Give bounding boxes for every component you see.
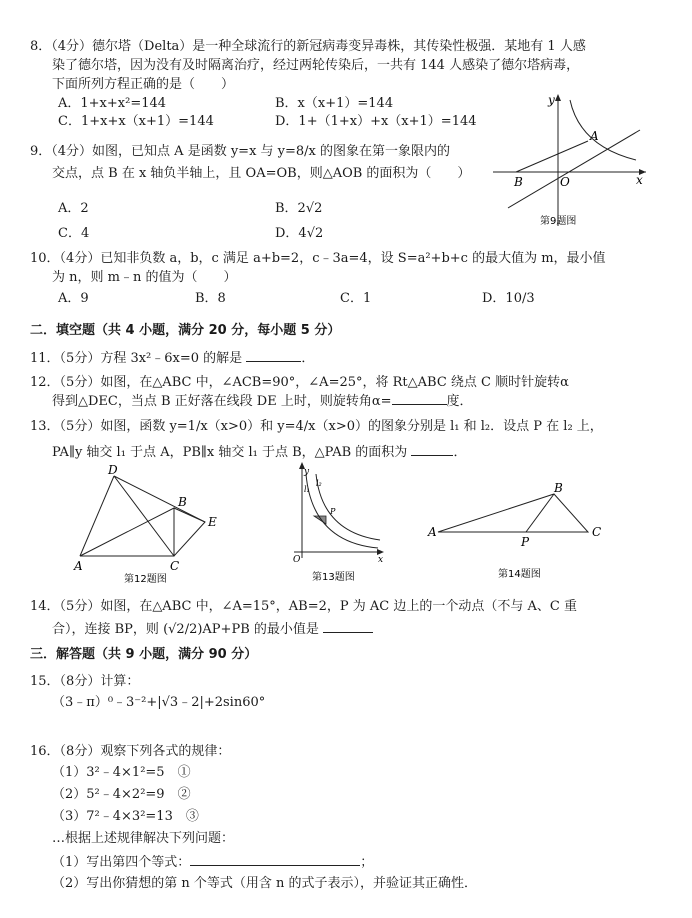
q10-option-b: B．8 — [195, 291, 226, 306]
fig9-label-b: B — [514, 175, 523, 189]
q14-answer-blank[interactable] — [323, 620, 373, 633]
q16-part-1-text: （1）写出第四个等式： — [52, 855, 191, 870]
q8-line2: 染了德尔塔，因为没有及时隔离治疗，经过两轮传染后，一共有 144 人感染了德尔塔病毒， — [52, 58, 580, 73]
fig13-label-x: x — [378, 555, 384, 565]
fig12-label-d: D — [108, 463, 118, 477]
fig13-label-p: P — [330, 507, 336, 516]
q12-suffix: 度． — [446, 394, 473, 409]
figure-9 — [488, 88, 658, 233]
fig12-label-b: B — [178, 495, 187, 509]
q9-option-b: B．2√2 — [275, 201, 323, 216]
fig13-curve-l2 — [316, 474, 380, 540]
q13-answer-blank[interactable] — [411, 443, 453, 456]
q8-option-c: C．1+x+x（x+1）=144 — [58, 114, 214, 129]
fig14-label-b: B — [554, 481, 563, 495]
fig12-label-e: E — [208, 515, 217, 529]
q16-equation-3: （3）7²﹣4×3²=13 ③ — [52, 809, 199, 824]
q8-line1: 8．（4分）德尔塔（Delta）是一种全球流行的新冠病毒变异毒株，其传染性极强．某地有 1 人感 — [30, 39, 586, 54]
fig14-label-a: A — [428, 525, 437, 539]
section-3-heading: 三．解答题（共 9 小题，满分 90 分） — [30, 647, 258, 662]
q12-line1: 12．（5分）如图，在△ABC 中，∠ACB=90°，∠A=25°，将 Rt△ABC 绕点 C 顺时针旋转α — [30, 375, 569, 390]
q13-line2: PA∥y 轴交 l₁ 于点 A，PB∥x 轴交 l₁ 于点 B，△PAB 的面积为 ． — [52, 445, 467, 460]
figure-13 — [290, 462, 390, 587]
q14-line1: 14．（5分）如图，在△ABC 中，∠A=15°，AB=2，P 为 AC 边上的一个动点（不与 A、C 重 — [30, 599, 577, 614]
fig14-segment-bp — [526, 494, 554, 532]
q12-answer-blank[interactable] — [392, 392, 447, 405]
fig13-label-l1: l₁ — [304, 485, 310, 494]
fig13-label-y: y — [304, 467, 310, 477]
fig9-hyperbola — [570, 100, 636, 160]
fig12-label-c: C — [170, 559, 180, 573]
q13-line2-text: PA∥y 轴交 l₁ 于点 A，PB∥x 轴交 l₁ 于点 B，△PAB 的面积为 — [52, 445, 408, 460]
fig14-triangle-abc — [438, 494, 588, 532]
q11-answer-blank[interactable] — [246, 349, 301, 362]
q9-option-d: D．4√2 — [275, 226, 324, 241]
q8-option-b: B．x（x+1）=144 — [275, 96, 394, 111]
q16-part-1-blank[interactable] — [190, 853, 360, 866]
fig12-caption: 第12题图 — [124, 574, 167, 585]
q14-line2 — [52, 620, 373, 639]
q12-line2-text: 得到△DEC，当点 B 正好落在线段 DE 上时，则旋转角α= — [52, 394, 392, 409]
fig14-label-p: P — [521, 535, 530, 549]
q8-line3: 下面所列方程正确的是（ ） — [52, 77, 235, 92]
q16-equation-1: （1）3²﹣4×1²=5 ① — [52, 765, 191, 780]
q14-line2-text: 合），连接 BP，则 (√2/2)AP+PB 的最小值是 — [52, 622, 319, 637]
q16-equation-2: （2）5²﹣4×2²=9 ② — [52, 787, 191, 802]
q8-option-d: D．1+（1+x）+x（x+1）=144 — [275, 114, 477, 129]
fig14-caption: 第14题图 — [498, 569, 541, 580]
q10-line1: 10．（4分）已知非负数 a，b，c 满足 a+b=2，c﹣3a=4，设 S=a²+b+c 的最大值为 m，最小值 — [30, 251, 606, 266]
q9-option-a: A．2 — [58, 201, 89, 216]
fig13-label-o: O — [293, 555, 301, 565]
fig9-y-arrow — [555, 94, 561, 101]
fig13-label-l2: l₂ — [316, 479, 322, 488]
figure-14 — [420, 480, 620, 585]
fig9-caption: 第9题图 — [540, 216, 577, 227]
q9-line1: 9．（4分）如图，已知点 A 是函数 y=x 与 y=8/x 的图象在第一象限内的 — [30, 144, 451, 159]
q11: 11．（5分）方程 3x²﹣6x=0 的解是 ． — [30, 351, 315, 366]
q10-line2: 为 n，则 m﹣n 的值为（ ） — [52, 270, 237, 285]
section-2-heading: 二．填空题（共 4 小题，满分 20 分，每小题 5 分） — [30, 323, 341, 338]
q15-line1: 15．（8分）计算： — [30, 674, 140, 689]
q10-option-a: A．9 — [58, 291, 89, 306]
q12-line2 — [52, 392, 473, 411]
q9-option-c: C．4 — [58, 226, 90, 241]
q16-instruction: …根据上述规律解决下列问题： — [52, 831, 235, 846]
q10-option-c: C．1 — [340, 291, 372, 306]
q10-option-d: D．10/3 — [482, 291, 535, 306]
q15-expression: （3﹣π）⁰﹣3⁻²+|√3﹣2|+2sin60° — [52, 695, 266, 710]
fig9-line-y-eq-x — [508, 130, 640, 208]
q16-part-2: （2）写出你猜想的第 n 个等式（用含 n 的式子表示），并验证其正确性． — [52, 876, 478, 891]
fig9-label-x: x — [636, 173, 643, 187]
fig13-caption: 第13题图 — [312, 572, 355, 583]
q11-text: 11．（5分）方程 3x²﹣6x=0 的解是 — [30, 351, 243, 366]
fig12-segment-be — [174, 508, 205, 522]
fig9-label-a: A — [590, 129, 599, 143]
fig12-triangle-abc — [80, 508, 174, 556]
fig9-label-y: y — [548, 93, 555, 107]
q16-line1: 16．（8分）观察下列各式的规律： — [30, 744, 231, 759]
fig14-label-c: C — [592, 525, 602, 539]
fig12-segment-ad — [80, 476, 114, 556]
fig12-label-a: A — [74, 559, 83, 573]
q8-option-a: A．1+x+x²=144 — [58, 96, 167, 111]
figure-12 — [62, 462, 242, 587]
q13-line1: 13．（5分）如图，函数 y=1/x（x>0）和 y=4/x（x>0）的图象分别是 l₁ 和 l₂．设点 P 在 l₂ 上， — [30, 419, 603, 434]
fig9-label-o: O — [560, 175, 570, 189]
q16-part-1: （1）写出第四个等式： ； — [52, 855, 374, 870]
q9-line2: 交点，点 B 在 x 轴负半轴上，且 OA=OB，则△AOB 的面积为（ ） — [52, 166, 471, 181]
